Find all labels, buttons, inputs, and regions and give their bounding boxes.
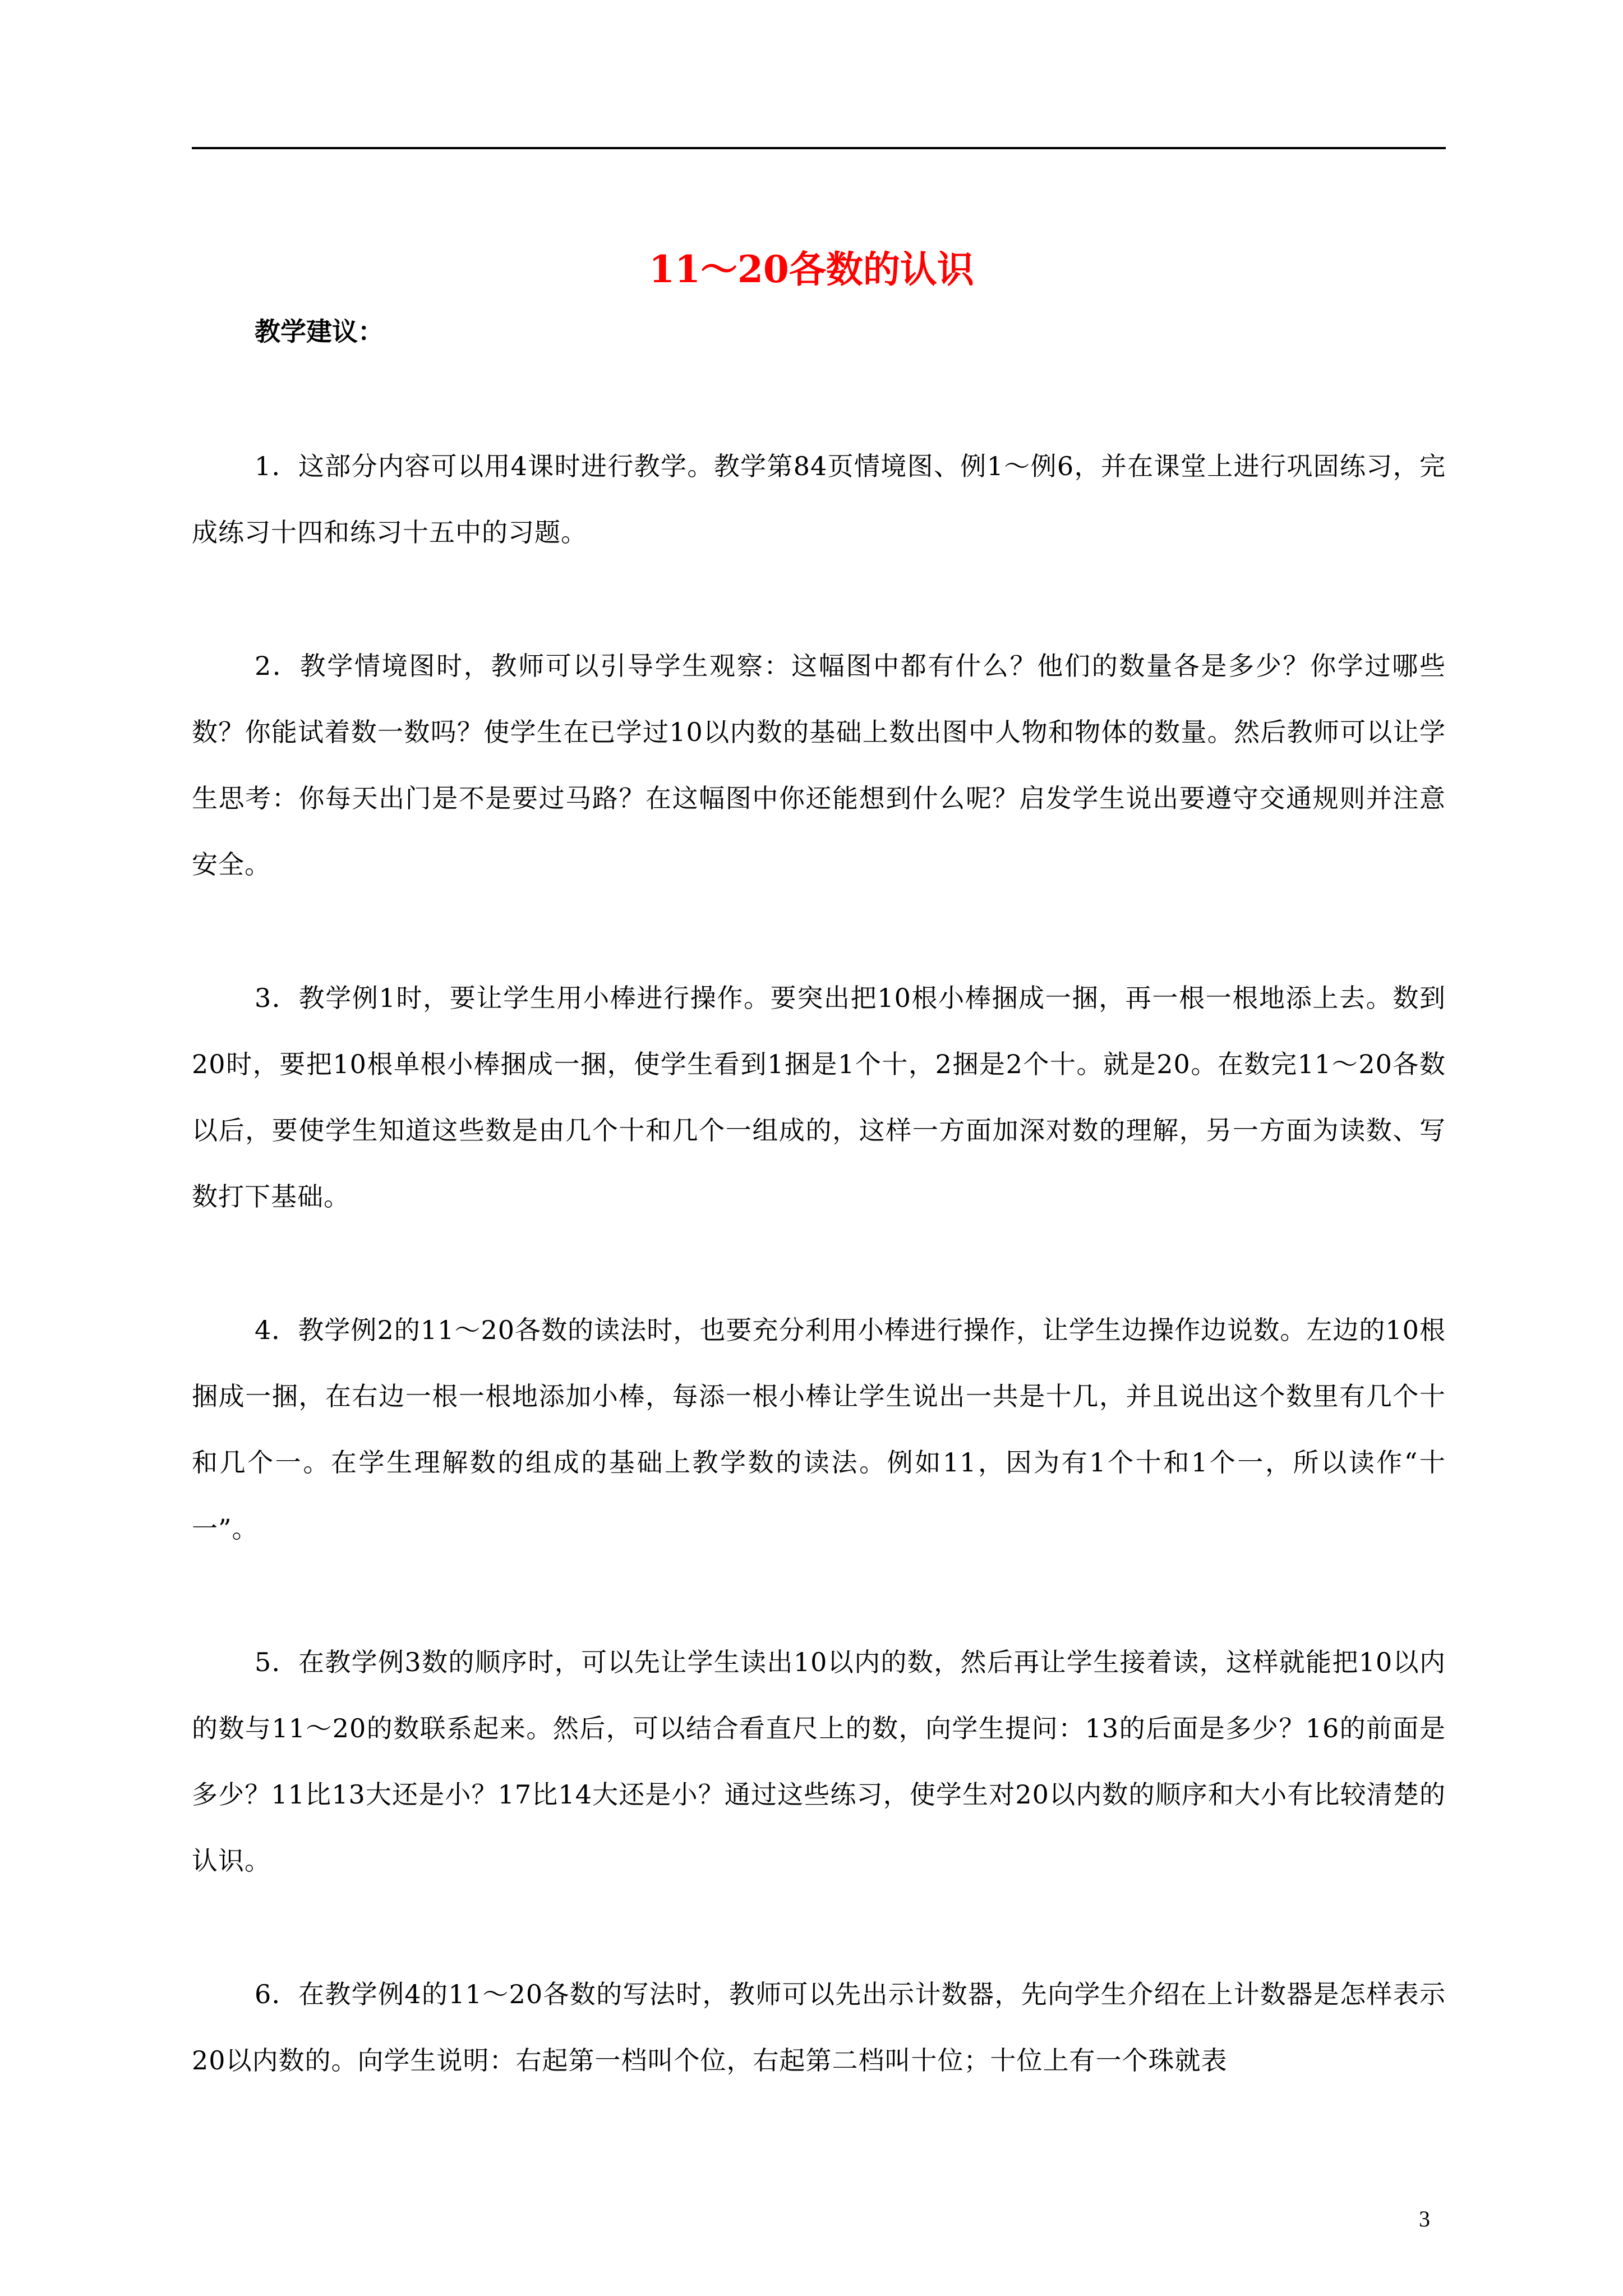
paragraph-2: 2．教学情境图时，教师可以引导学生观察：这幅图中都有什么？他们的数量各是多少？你学过哪些数？你能试着数一数吗？使学生在已学过10以内数的基础上数出图中人物和物体的数量。然后教师可以让学生思考：你每天出门是不是要过马路？在这幅图中你还能想到什么呢？启发学生说出要遵守交通规则并注意安全。 — [192, 651, 1446, 880]
paragraph-6: 6．在教学例4的11～20各数的写法时，教师可以先出示计数器，先向学生介绍在上计数器是怎样表示20以内数的。向学生说明：右起第一档叫个位，右起第二档叫十位；十位上有一个珠就表 — [192, 1979, 1446, 2076]
paragraph-3: 3．教学例1时，要让学生用小棒进行操作。要突出把10根小棒捆成一捆，再一根一根地添上去。数到20时，要把10根单根小棒捆成一捆，使学生看到1捆是1个十，2捆是2个十。就是20。在数完11～20各数以后，要使学生知道这些数是由几个十和几个一组成的，这样一方面加深对数的理解，另一方面为读数、写数打下基础。 — [192, 983, 1446, 1212]
page-number: 3 — [1419, 2206, 1430, 2231]
header-rule — [192, 147, 1446, 149]
paragraph-1: 1．这部分内容可以用4课时进行教学。教学第84页情境图、例1～例6，并在课堂上进行巩固练习，完成练习十四和练习十五中的习题。 — [192, 451, 1446, 547]
page-title: 11～20各数的认识 — [649, 247, 974, 291]
paragraph-4: 4．教学例2的11～20各数的读法时，也要充分利用小棒进行操作，让学生边操作边说数。左边的10根捆成一捆，在右边一根一根地添加小棒，每添一根小棒让学生说出一共是十几，并且说出这个数里有几个十和几个一。在学生理解数的组成的基础上教学数的读法。例如11，因为有1个十和1个一，所以读作“十一”。 — [192, 1315, 1446, 1544]
paragraph-5: 5．在教学例3数的顺序时，可以先让学生读出10以内的数，然后再让学生接着读，这样就能把10以内的数与11～20的数联系起来。然后，可以结合看直尺上的数，向学生提问：13的后面是多少？16的前面是多少？11比13大还是小？17比14大还是小？通过这些练习，使学生对20以内数的顺序和大小有比较清楚的认识。 — [192, 1647, 1446, 1876]
section-heading: 教学建议： — [255, 316, 384, 347]
